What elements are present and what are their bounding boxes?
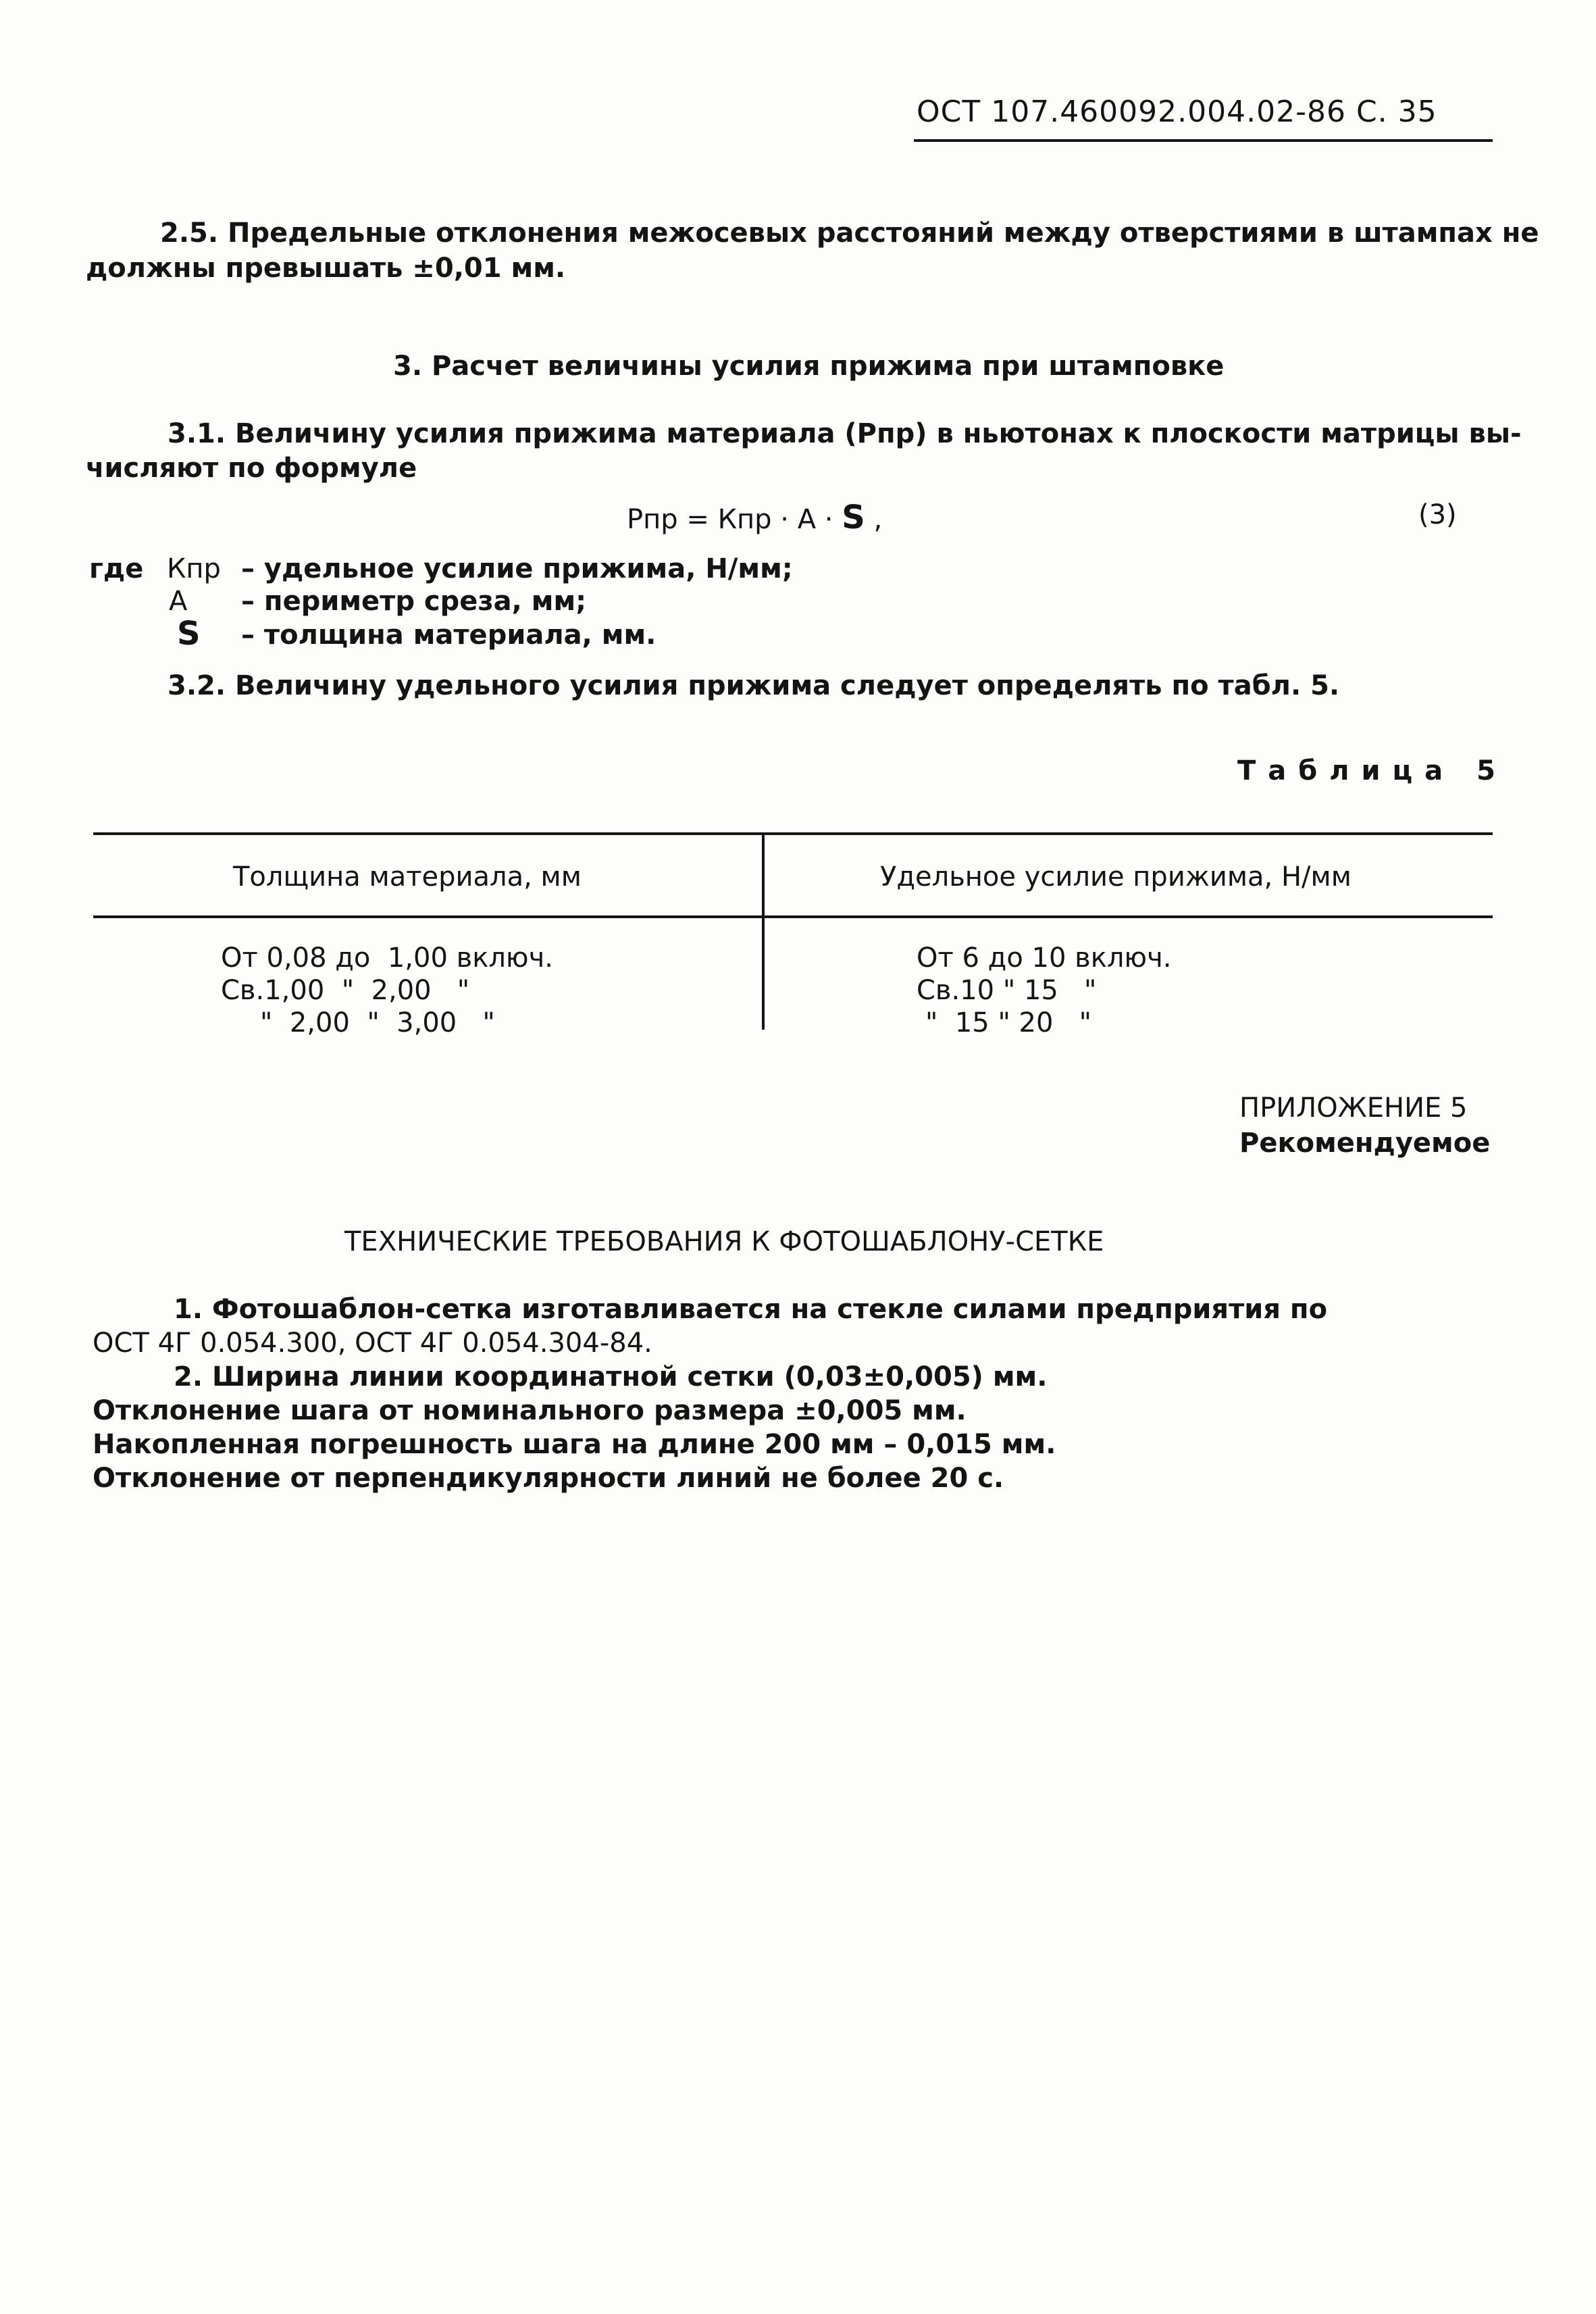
tech-line-5: Накопленная погрешность шага на длине 200 мм – 0,015 мм. bbox=[93, 1429, 1056, 1460]
header-rule bbox=[914, 139, 1493, 142]
paragraph-3-1-line1: 3.1. Величину усилия прижима материала (Рпр) в ньютонах к плоскости матрицы вы- bbox=[168, 418, 1522, 449]
formula-number: (3) bbox=[1418, 499, 1457, 530]
where-symbol-a: А bbox=[169, 586, 188, 617]
where-desc-kpr: – удельное усилие прижима, Н/мм; bbox=[241, 553, 793, 584]
where-symbol-kpr: Кпр bbox=[167, 553, 221, 584]
document-reference: ОСТ 107.460092.004.02-86 С. 35 bbox=[917, 95, 1437, 129]
formula-tail: , bbox=[873, 504, 883, 535]
paragraph-3-1-line2: числяют по формуле bbox=[86, 453, 417, 484]
appendix-title: ПРИЛОЖЕНИЕ 5 bbox=[1239, 1092, 1468, 1124]
tech-line-6: Отклонение от перпендикулярности линий не более 20 с. bbox=[93, 1463, 1004, 1494]
where-symbol-s: S bbox=[177, 615, 201, 653]
table-header-thickness: Толщина материала, мм bbox=[233, 861, 582, 892]
appendix-status: Рекомендуемое bbox=[1239, 1128, 1491, 1159]
table-cell-thickness-row1: От 0,08 до 1,00 включ. bbox=[221, 942, 553, 974]
paragraph-3-2: 3.2. Величину удельного усилия прижима следует определять по табл. 5. bbox=[168, 670, 1340, 701]
paragraph-2-5-line1: 2.5. Предельные отклонения межосевых расстояний между отверстиями в штампах не bbox=[160, 218, 1539, 249]
table-header-pressure: Удельное усилие прижима, Н/мм bbox=[880, 861, 1352, 892]
table-5-caption: Таблица 5 bbox=[1237, 755, 1508, 786]
tech-line-4: Отклонение шага от номинального размера ±0,005 мм. bbox=[93, 1395, 967, 1426]
tech-line-1: 1. Фотошаблон-сетка изготавливается на стекле силами предприятия по bbox=[174, 1294, 1328, 1325]
table-cell-thickness-row3: " 2,00 " 3,00 " bbox=[260, 1007, 495, 1038]
table-cell-thickness-row2: Св.1,00 " 2,00 " bbox=[221, 975, 470, 1006]
formula-text: Рпр = Кпр · А · bbox=[627, 504, 833, 535]
tech-line-3: 2. Ширина линии координатной сетки (0,03±0,005) мм. bbox=[174, 1361, 1048, 1392]
table-top-rule bbox=[93, 832, 1493, 835]
formula-symbol-s: S bbox=[842, 499, 865, 536]
table-column-divider bbox=[762, 832, 765, 1030]
table-cell-pressure-row2: Св.10 " 15 " bbox=[917, 975, 1097, 1006]
paragraph-2-5-line2: должны превышать ±0,01 мм. bbox=[86, 253, 566, 284]
formula bbox=[627, 501, 882, 534]
tech-line-2: ОСТ 4Г 0.054.300, ОСТ 4Г 0.054.304-84. bbox=[93, 1328, 652, 1359]
where-desc-a: – периметр среза, мм; bbox=[241, 586, 587, 617]
table-cell-pressure-row1: От 6 до 10 включ. bbox=[917, 942, 1172, 974]
tech-requirements-heading: ТЕХНИЧЕСКИЕ ТРЕБОВАНИЯ К ФОТОШАБЛОНУ-СЕТКЕ bbox=[344, 1226, 1104, 1257]
where-desc-s: – толщина материала, мм. bbox=[241, 620, 657, 651]
section-3-heading: 3. Расчет величины усилия прижима при штамповке bbox=[393, 351, 1225, 382]
table-header-rule bbox=[93, 915, 1493, 918]
table-cell-pressure-row3: " 15 " 20 " bbox=[925, 1007, 1091, 1038]
where-label: где bbox=[89, 553, 144, 584]
